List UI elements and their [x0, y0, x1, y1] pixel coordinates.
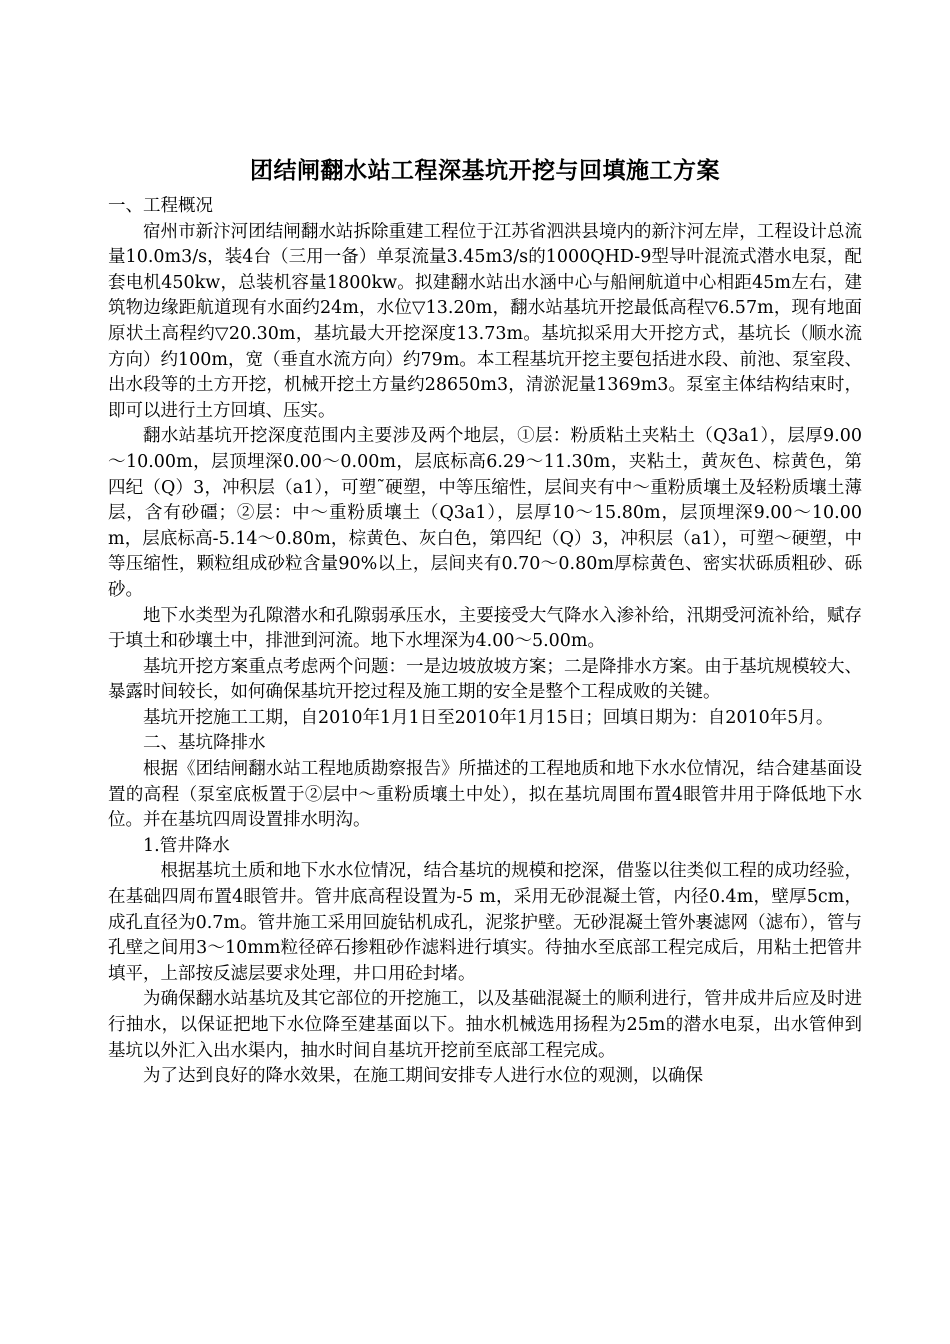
- subsection-heading-tube-well: 1.管井降水: [143, 835, 230, 856]
- paragraph: 翻水站基坑开挖深度范围内主要涉及两个地层，①层：粉质粘土夹粘土（Q3a1），层厚9.00～10.00m，层顶埋深0.00～0.00m，层底标高6.29～11.30m，夹粘土，黄灰色、棕黄色，第四纪（Q）3，冲积层（a1），可塑˜硬塑，中等压缩性，层间夹有中～重粉质壤土及轻粉质壤土薄层，含有砂礓；②层：中～重粉质壤土（Q3a1），层厚10～15.80m，层顶埋深9.00～10.00m，层底标高-5.14～0.80m，棕黄色、灰白色，第四纪（Q）3，冲积层（a1），可塑～硬塑，中等压缩性，颗粒组成砂粒含量90%以上，层间夹有0.70～0.80m厚棕黄色、密实状砾质粗砂、砾砂。: [108, 426, 862, 600]
- paragraph: 地下水类型为孔隙潜水和孔隙弱承压水，主要接受大气降水入渗补给，汛期受河流补给，赋存于填土和砂壤土中，排泄到河流。地下水埋深为4.00～5.00m。: [108, 605, 862, 652]
- paragraph: 为确保翻水站基坑及其它部位的开挖施工，以及基础混凝土的顺利进行，管井成井后应及时进行抽水，以保证把地下水位降至建基面以下。抽水机械选用扬程为25m的潜水电泵，出水管伸到基坑以外汇入出水渠内，抽水时间自基坑开挖前至底部工程完成。: [108, 989, 862, 1061]
- section-heading-overview: 一、工程概况: [108, 196, 213, 216]
- section-heading-dewatering: 二、基坑降排水: [143, 733, 266, 754]
- paragraph: 根据《团结闸翻水站工程地质勘察报告》所描述的工程地质和地下水水位情况，结合建基面设置的高程（泵室底板置于②层中～重粉质壤土中处），拟在基坑周围布置4眼管井用于降低地下水位。并在基坑四周设置排水明沟。: [108, 759, 862, 831]
- document-title: 团结闸翻水站工程深基坑开挖与回填施工方案: [250, 158, 720, 184]
- paragraph: 根据基坑土质和地下水水位情况，结合基坑的规模和挖深，借鉴以往类似工程的成功经验，在基础四周布置4眼管井。管井底高程设置为-5 m，采用无砂混凝土管，内径0.4m，壁厚5cm，成孔直径为0.7m。管井施工采用回旋钻机成孔，泥浆护壁。无砂混凝土管外裹滤网（滤布），管与孔壁之间用3～10mm粒径碎石掺粗砂作滤料进行填实。待抽水至底部工程完成后，用粘土把管井填平，上部按反滤层要求处理，井口用砼封堵。: [108, 861, 862, 984]
- paragraph: 基坑开挖施工工期，自2010年1月1日至2010年1月15日；回填日期为：自2010年5月。: [143, 707, 834, 728]
- paragraph: 基坑开挖方案重点考虑两个问题：一是边坡放坡方案；二是降排水方案。由于基坑规模较大、暴露时间较长，如何确保基坑开挖过程及施工期的安全是整个工程成败的关键。: [108, 656, 862, 703]
- paragraph: 宿州市新汴河团结闸翻水站拆除重建工程位于江苏省泗洪县境内的新汴河左岸，工程设计总流量10.0m3/s，装4台（三用一备）单泵流量3.45m3/s的1000QHD-9型导叶混流式潜水电泵，配套电机450kw，总装机容量1800kw。拟建翻水站出水涵中心与船闸航道中心相距45m左右，建筑物边缘距航道现有水面约24m，水位▽13.20m，翻水站基坑开挖最低高程▽6.57m，现有地面原状土高程约▽20.30m，基坑最大开挖深度13.73m。基坑拟采用大开挖方式，基坑长（顺水流方向）约100m，宽（垂直水流方向）约79m。本工程基坑开挖主要包括进水段、前池、泵室段、出水段等的土方开挖，机械开挖土方量约28650m3，清淤泥量1369m3。泵室主体结构结束时，即可以进行土方回填、压实。: [108, 221, 862, 421]
- paragraph: 为了达到良好的降水效果，在施工期间安排专人进行水位的观测，以确保: [143, 1066, 703, 1087]
- document-page: [108, 150, 862, 1090]
